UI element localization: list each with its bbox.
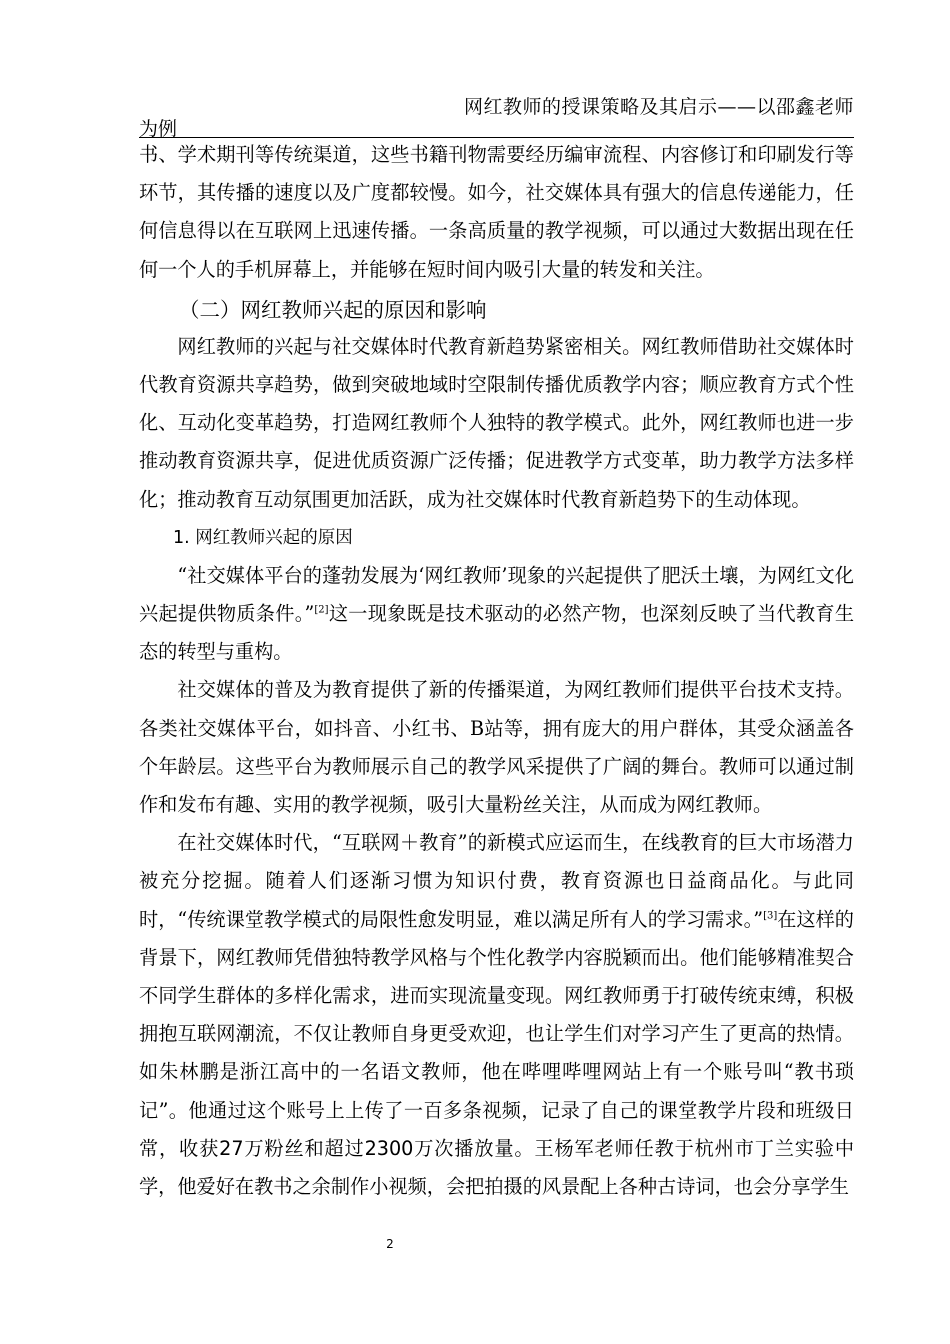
paragraph: 网红教师的兴起与社交媒体时代教育新趋势紧密相关。网红教师借助社交媒体时代教育资源共享趋势，做到突破地域时空限制传播优质教学内容；顺应教育方式个性化、互动化变革趋势，打造网红教师个人独特的教学模式。此外，网红教师也进一步推动教育资源共享，促进优质资源广泛传播；促进教学方式变革，助力教学方法多样化；推动教育互动氛围更加活跃，成为社交媒体时代教育新趋势下的生动体现。 <box>139 334 854 511</box>
body-text <box>139 136 854 1206</box>
paragraph: 社交媒体的普及为教育提供了新的传播渠道，为网红教师们提供平台技术支持。各类社交媒体平台，如抖音、小红书、B站等，拥有庞大的用户群体，其受众涵盖各个年龄层。这些平台为教师展示自己的教学风采提供了广阔的舞台。教师可以通过制作和发布有趣、实用的教学视频，吸引大量粉丝关注，从而成为网红教师。 <box>139 678 854 817</box>
running-header-title-continued: 为例 <box>139 118 178 140</box>
running-header-title: 网红教师的授课策略及其启示——以邵鑫老师 <box>463 96 854 118</box>
paragraph-text: 万次播放量。王杨军老师任教于杭州市丁兰实验中学，他爱好在教书之余制作小视频，会把拍摄的风景配上各种古诗词，也会分享学生 <box>139 1136 855 1199</box>
citation-ref: [2] <box>314 604 329 616</box>
paragraph-text: 万粉丝和超过 <box>243 1136 365 1160</box>
paragraph <box>139 824 854 1206</box>
number: 2300 <box>364 1136 414 1160</box>
number: 27 <box>219 1136 244 1160</box>
subsection-heading: 1. 网红教师兴起的原因 <box>173 527 353 548</box>
paragraph-text: 在社交媒体时代，“互联网＋教育”的新模式应运而生，在线教育的巨大市场潜力被充分挖掘。随着人们逐渐习惯为知识付费，教育资源也日益商品化。与此同时，“传统课堂教学模式的局限性愈发明显，难以满足所有人的学习需求。” <box>139 831 854 931</box>
citation-ref: [3] <box>763 910 778 922</box>
paragraph-quote <box>139 557 854 672</box>
paragraph-text: 这一现象既是技术驱动的必然产物，也深刻反映了当代教育生态的转型与重构。 <box>139 602 855 664</box>
paragraph-continued: 书、学术期刊等传统渠道，这些书籍刊物需要经历编审流程、内容修订和印刷发行等环节，其传播的速度以及广度都较慢。如今，社交媒体具有强大的信息传递能力，任何信息得以在互联网上迅速传播。一条高质量的教学视频，可以通过大数据出现在任何一个人的手机屏幕上，并能够在短时间内吸引大量的转发和关注。 <box>139 143 854 281</box>
section-heading: （二）网红教师兴起的原因和影响 <box>179 297 487 322</box>
quote-text: “社交媒体平台的蓬勃发展为‘网红教师’现象的兴起提供了肥沃土壤，为网红文化兴起提供物质条件。” <box>139 563 854 626</box>
page-number: 2 <box>386 1237 394 1251</box>
paragraph-text: 在这样的背景下，网红教师凭借独特教学风格与个性化教学内容脱颖而出。他们能够精准契合不同学生群体的多样化需求，进而实现流量变现。网红教师勇于打破传统束缚，积极拥抱互联网潮流，不仅让教师自身更受欢迎，也让学生们对学习产生了更高的热情。如朱林鹏是浙江高中的一名语文教师，他在哔哩哔哩网站上有一个账号叫“教书琐记”。他通过这个账号上上传了一百多条视频，记录了自己的课堂教学片段和班级日常，收获 <box>139 907 854 1160</box>
